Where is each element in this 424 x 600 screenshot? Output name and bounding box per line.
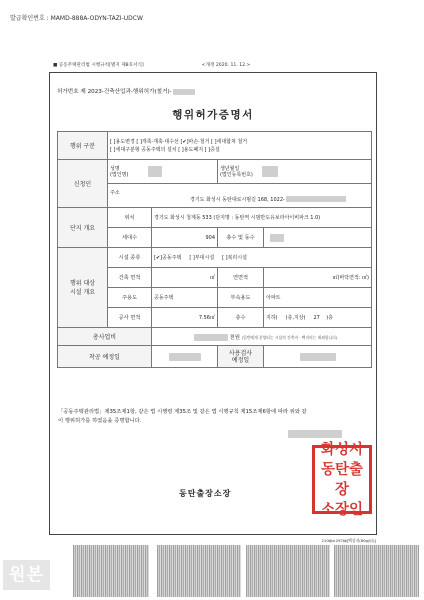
storeys-label: 층수: [218, 308, 264, 328]
address-value: 경기도 화성시 동탄대로시범길 168, 1022-: [190, 196, 285, 203]
storeys-value: 지하( )층,지상( 27 )층: [264, 308, 372, 328]
redacted-block: [270, 234, 284, 242]
total-area-unit: ㎡(바닥면적: ㎡): [264, 268, 372, 288]
redacted-block: [300, 353, 336, 361]
barcode-3: [246, 545, 330, 597]
redacted-block: [262, 166, 278, 177]
revision-date: <개정 2020. 11. 12.>: [201, 63, 251, 68]
redacted-block: [173, 89, 195, 95]
main-use-value: 공동주택: [152, 288, 218, 308]
seal-line-1: 화성시: [320, 441, 364, 458]
official-seal: [312, 441, 372, 518]
seal-line-2: 동탄출장: [320, 461, 364, 498]
row-schedule: [58, 346, 372, 368]
barcode-4: [334, 545, 419, 597]
applicant-birth-cell: [218, 160, 372, 184]
row-location: [58, 208, 372, 228]
cost-note: (일반에게 분양되는 시설의 건축비 · 택지비는 제외합니다): [241, 334, 338, 340]
official-title: 동탄출장소장: [179, 489, 232, 498]
barcode-1: [73, 545, 149, 597]
permit-number-text: 허가번호 제 2023-건축산업과-행위허가(철거)-: [57, 89, 172, 95]
complex-header: 단지 개요: [58, 208, 108, 248]
kind-value: [✔]공동주택 [ ]부대시설 [ ]복리시설: [152, 248, 372, 268]
row-applicant-name: [58, 160, 372, 184]
seal-line-3: 소장인: [320, 501, 364, 518]
applicant-name-cell: [108, 160, 218, 184]
name-label: 성명 (법인명): [110, 165, 129, 178]
row-act-type: [58, 132, 372, 160]
original-watermark: 원본: [3, 560, 50, 590]
document-title: 행위허가증명서: [172, 109, 254, 121]
cost-value: 천원: [229, 334, 241, 341]
cost-cell: [152, 328, 372, 346]
floor-area-label: 건축 면적: [108, 268, 152, 288]
form-header: [53, 62, 377, 68]
act-type-options: [108, 132, 372, 160]
address-value-line: [110, 196, 369, 203]
cost-header: 총사업비: [58, 328, 152, 346]
start-date-cell: [152, 346, 218, 368]
permit-number: [57, 87, 195, 95]
barcode-2: [157, 545, 241, 597]
redacted-block: [286, 196, 346, 202]
location-label: 위치: [108, 208, 152, 228]
statement-text: 「공동주택관리법」제35조제1항, 같은 법 시행령 제35조 및 같은 법 시행규칙 제15조제6항에 따라 위와 같이 행위허가를 하였음을 증명합니다.: [58, 409, 307, 424]
sub-use-label: 부속용도: [218, 288, 264, 308]
address-label: 주소: [110, 189, 120, 196]
form-ref: ■ 공동주택관리법 시행규칙[별지 제8호서식]: [53, 63, 144, 68]
main-use-label: 주용도: [108, 288, 152, 308]
inspection-date-cell: [264, 346, 372, 368]
total-area-label: 연면적: [218, 268, 264, 288]
certificate-sheet: [49, 72, 377, 535]
redacted-block: [194, 334, 228, 341]
paper-spec: 210㎜×297㎜[백상지(80g/㎡)]: [321, 538, 376, 543]
certificate-table: [57, 131, 372, 368]
act-type-line1: [ ]용도변경 [ ]개축·재축·대수선 [✔]파손·철거 [ ]세대합쳐 철거: [110, 138, 248, 145]
work-area-label: 공사 면적: [108, 308, 152, 328]
facility-header: 행위 대상 시설 개요: [58, 248, 108, 328]
households-label: 세대수: [108, 228, 152, 248]
households-value: 904: [152, 228, 218, 248]
sub-use-value: 아파트: [264, 288, 372, 308]
work-area-value: 7.56㎡: [152, 308, 218, 328]
redacted-block: [169, 353, 201, 361]
floors-label: 총수 및 동수: [218, 228, 264, 248]
birth-label: 생년월일 (법인등록번호): [220, 165, 253, 178]
location-value: 경기도 화성시 청계동 533 (단지명 : 동탄역 시범반도유보라아이비파크 1.0): [152, 208, 372, 228]
act-type-header: 행위 구분: [58, 132, 108, 160]
redacted-block: [148, 166, 162, 177]
row-facility-kind: [58, 248, 372, 268]
act-type-line2: [ ]세대구분형 공동주택의 설치 [ ]용도폐지 [ ]증설: [110, 146, 220, 153]
redacted-date: [288, 430, 342, 438]
row-cost: [58, 328, 372, 346]
start-label: 착공 예정일: [58, 346, 152, 368]
kind-label: 시설 종류: [108, 248, 152, 268]
applicant-header: 신청인: [58, 160, 108, 208]
applicant-address-cell: [108, 184, 372, 208]
issue-number: 발급확인번호 : MAMD-888A-ODYN-TAZI-UDCW: [10, 15, 143, 22]
floor-area-unit: ㎡: [152, 268, 218, 288]
floors-value-cell: [264, 228, 372, 248]
inspection-label: 사용검사 예정일: [218, 346, 264, 368]
